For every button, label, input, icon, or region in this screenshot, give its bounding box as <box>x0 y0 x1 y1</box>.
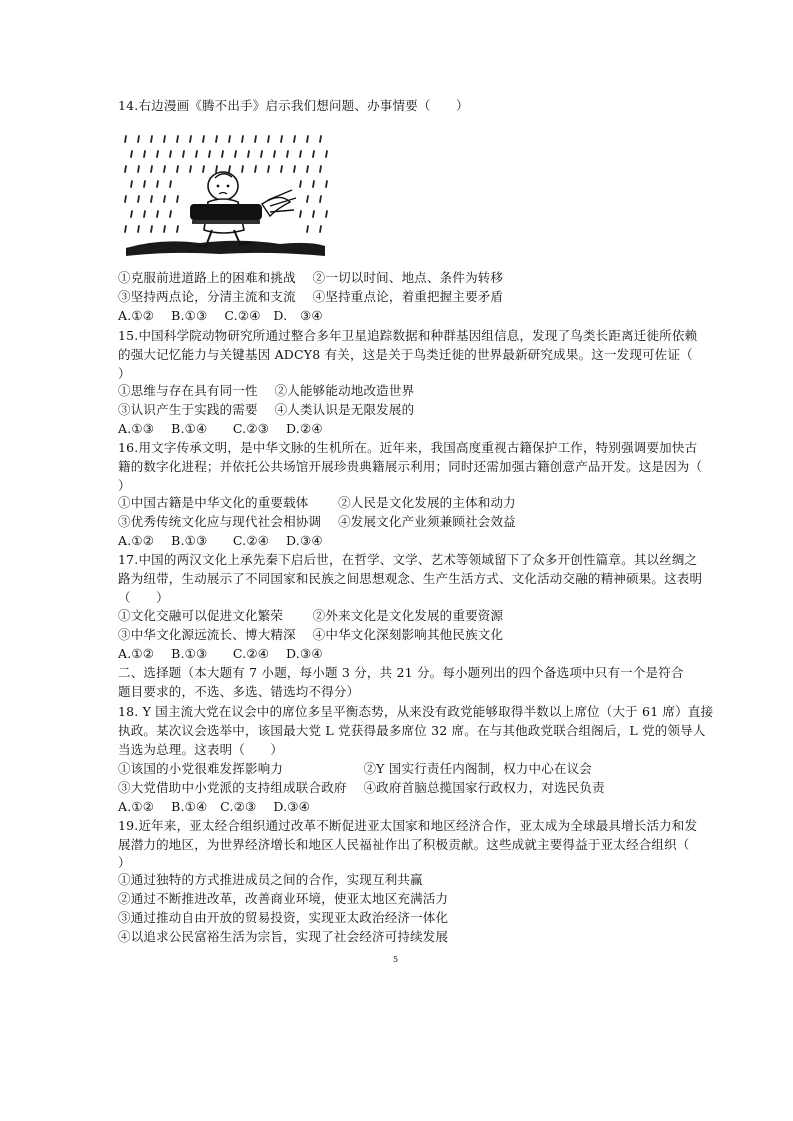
question-15-option-line: ③认识产生于实践的需要 ④人类认识是无限发展的 <box>118 402 415 417</box>
question-15-option-line: ①思维与存在具有同一性 ②人能够能动地改造世界 <box>118 383 415 398</box>
question-16-stem: ） <box>118 478 131 493</box>
question-16-option-line: ③优秀传统文化应与现代社会相协调 ④发展文化产业须兼顾社会效益 <box>118 514 516 529</box>
question-19-stem: ） <box>118 855 131 870</box>
question-15-stem: 15.中国科学院动物研究所通过整合多年卫星追踪数据和种群基因组信息，发现了鸟类长距离迁徙所依赖 <box>118 328 698 343</box>
question-14-option-line: ①克服前进道路上的困难和挑战 ②一切以时间、地点、条件为转移 <box>118 270 504 285</box>
question-17-stem: 路为纽带，生动展示了不同国家和民族之间思想观念、生产生活方式、文化活动交融的精神硕果。这表明 <box>118 571 703 586</box>
question-18-option-line: ③大党借助中小党派的支持组成联合政府 ④政府首脑总揽国家行政权力，对选民负责 <box>118 780 605 795</box>
question-14-stem: 14.右边漫画《腾不出手》启示我们想问题、办事情要（ ） <box>118 98 469 113</box>
question-19-stem: 展潜力的地区，为世界经济增长和地区人民福祉作出了积极贡献。这些成就主要得益于亚太经合组织（ <box>118 837 690 852</box>
question-17-option-line: ①文化交融可以促进文化繁荣 ②外来文化是文化发展的重要资源 <box>118 608 504 623</box>
question-19-option-line: ①通过独特的方式推进成员之间的合作，实现互利共赢 <box>118 872 423 887</box>
question-16-option-line: ①中国古籍是中华文化的重要载体 ②人民是文化发展的主体和动力 <box>118 495 516 510</box>
question-15-stem: ） <box>118 366 131 381</box>
question-17-stem: 17.中国的两汉文化上承先秦下启后世，在哲学、文学、艺术等领域留下了众多开创性篇章。其以丝绸之 <box>118 552 698 567</box>
question-18-option-line: ①该国的小党很难发挥影响力 ②Y 国实行责任内阁制，权力中心在议会 <box>118 761 593 776</box>
question-15-choices: A.①③ B.①④ C.②③ D.②④ <box>118 421 323 436</box>
question-17-stem: （ ） <box>118 590 169 605</box>
question-17-choices: A.①② B.①③ C.②④ D.③④ <box>118 646 323 661</box>
question-19-option-line: ③通过推动自由开放的贸易投资，实现亚太政治经济一体化 <box>118 910 449 925</box>
question-15-stem: 的强大记忆能力与关键基因 ADCY8 有关，这是关于鸟类迁徙的世界最新研究成果。这一发现可佐证（ <box>118 347 693 362</box>
section-heading: 题目要求的，不选、多选、错选均不得分） <box>118 684 360 699</box>
question-14-option-line: ③坚持两点论，分清主流和支流 ④坚持重点论，着重把握主要矛盾 <box>118 289 504 304</box>
question-17-option-line: ③中华文化源远流长、博大精深 ④中华文化深刻影响其他民族文化 <box>118 627 504 642</box>
question-18-choices: A.①② B.①④ C.②③ D.③④ <box>118 799 311 814</box>
question-19-option-line: ④以追求公民富裕生活为宗旨，实现了社会经济可持续发展 <box>118 929 449 944</box>
section-heading: 二、选择题（本大题有 7 小题，每小题 3 分，共 21 分。每小题列出的四个备选项中只有一个是符合 <box>118 665 684 680</box>
page-number: 5 <box>393 955 399 964</box>
question-14-choices: A.①② B.①③ C.②④ D. ③④ <box>118 308 323 323</box>
question-16-stem: 籍的数字化进程；并依托公共场馆开展珍贵典籍展示利用；同时还需加强古籍创意产品开发。这是因为（ <box>118 459 703 474</box>
cartoon-illustration <box>120 130 330 262</box>
question-18-stem: 18. Y 国主流大党在议会中的席位多呈平衡态势，从来没有政党能够取得半数以上席位（大于 61 席）直接 <box>118 704 714 719</box>
question-19-stem: 19.近年来，亚太经合组织通过改革不断促进亚太国家和地区经济合作，亚太成为全球最具增长活力和发 <box>118 818 698 833</box>
question-16-stem: 16.用文字传承文明，是中华文脉的生机所在。近年来，我国高度重视古籍保护工作，特别强调要加快古 <box>118 440 698 455</box>
question-19-option-line: ②通过不断推进改革，改善商业环境，使亚太地区充满活力 <box>118 891 449 906</box>
question-18-stem: 当选为总理。这表明（ ） <box>118 742 284 757</box>
question-16-choices: A.①② B.①③ C.②④ D.③④ <box>118 533 323 548</box>
question-18-stem: 执政。某次议会选举中，该国最大党 L 党获得最多席位 32 席。在与其他政党联合组阁后，L 党的领导人 <box>118 723 706 738</box>
